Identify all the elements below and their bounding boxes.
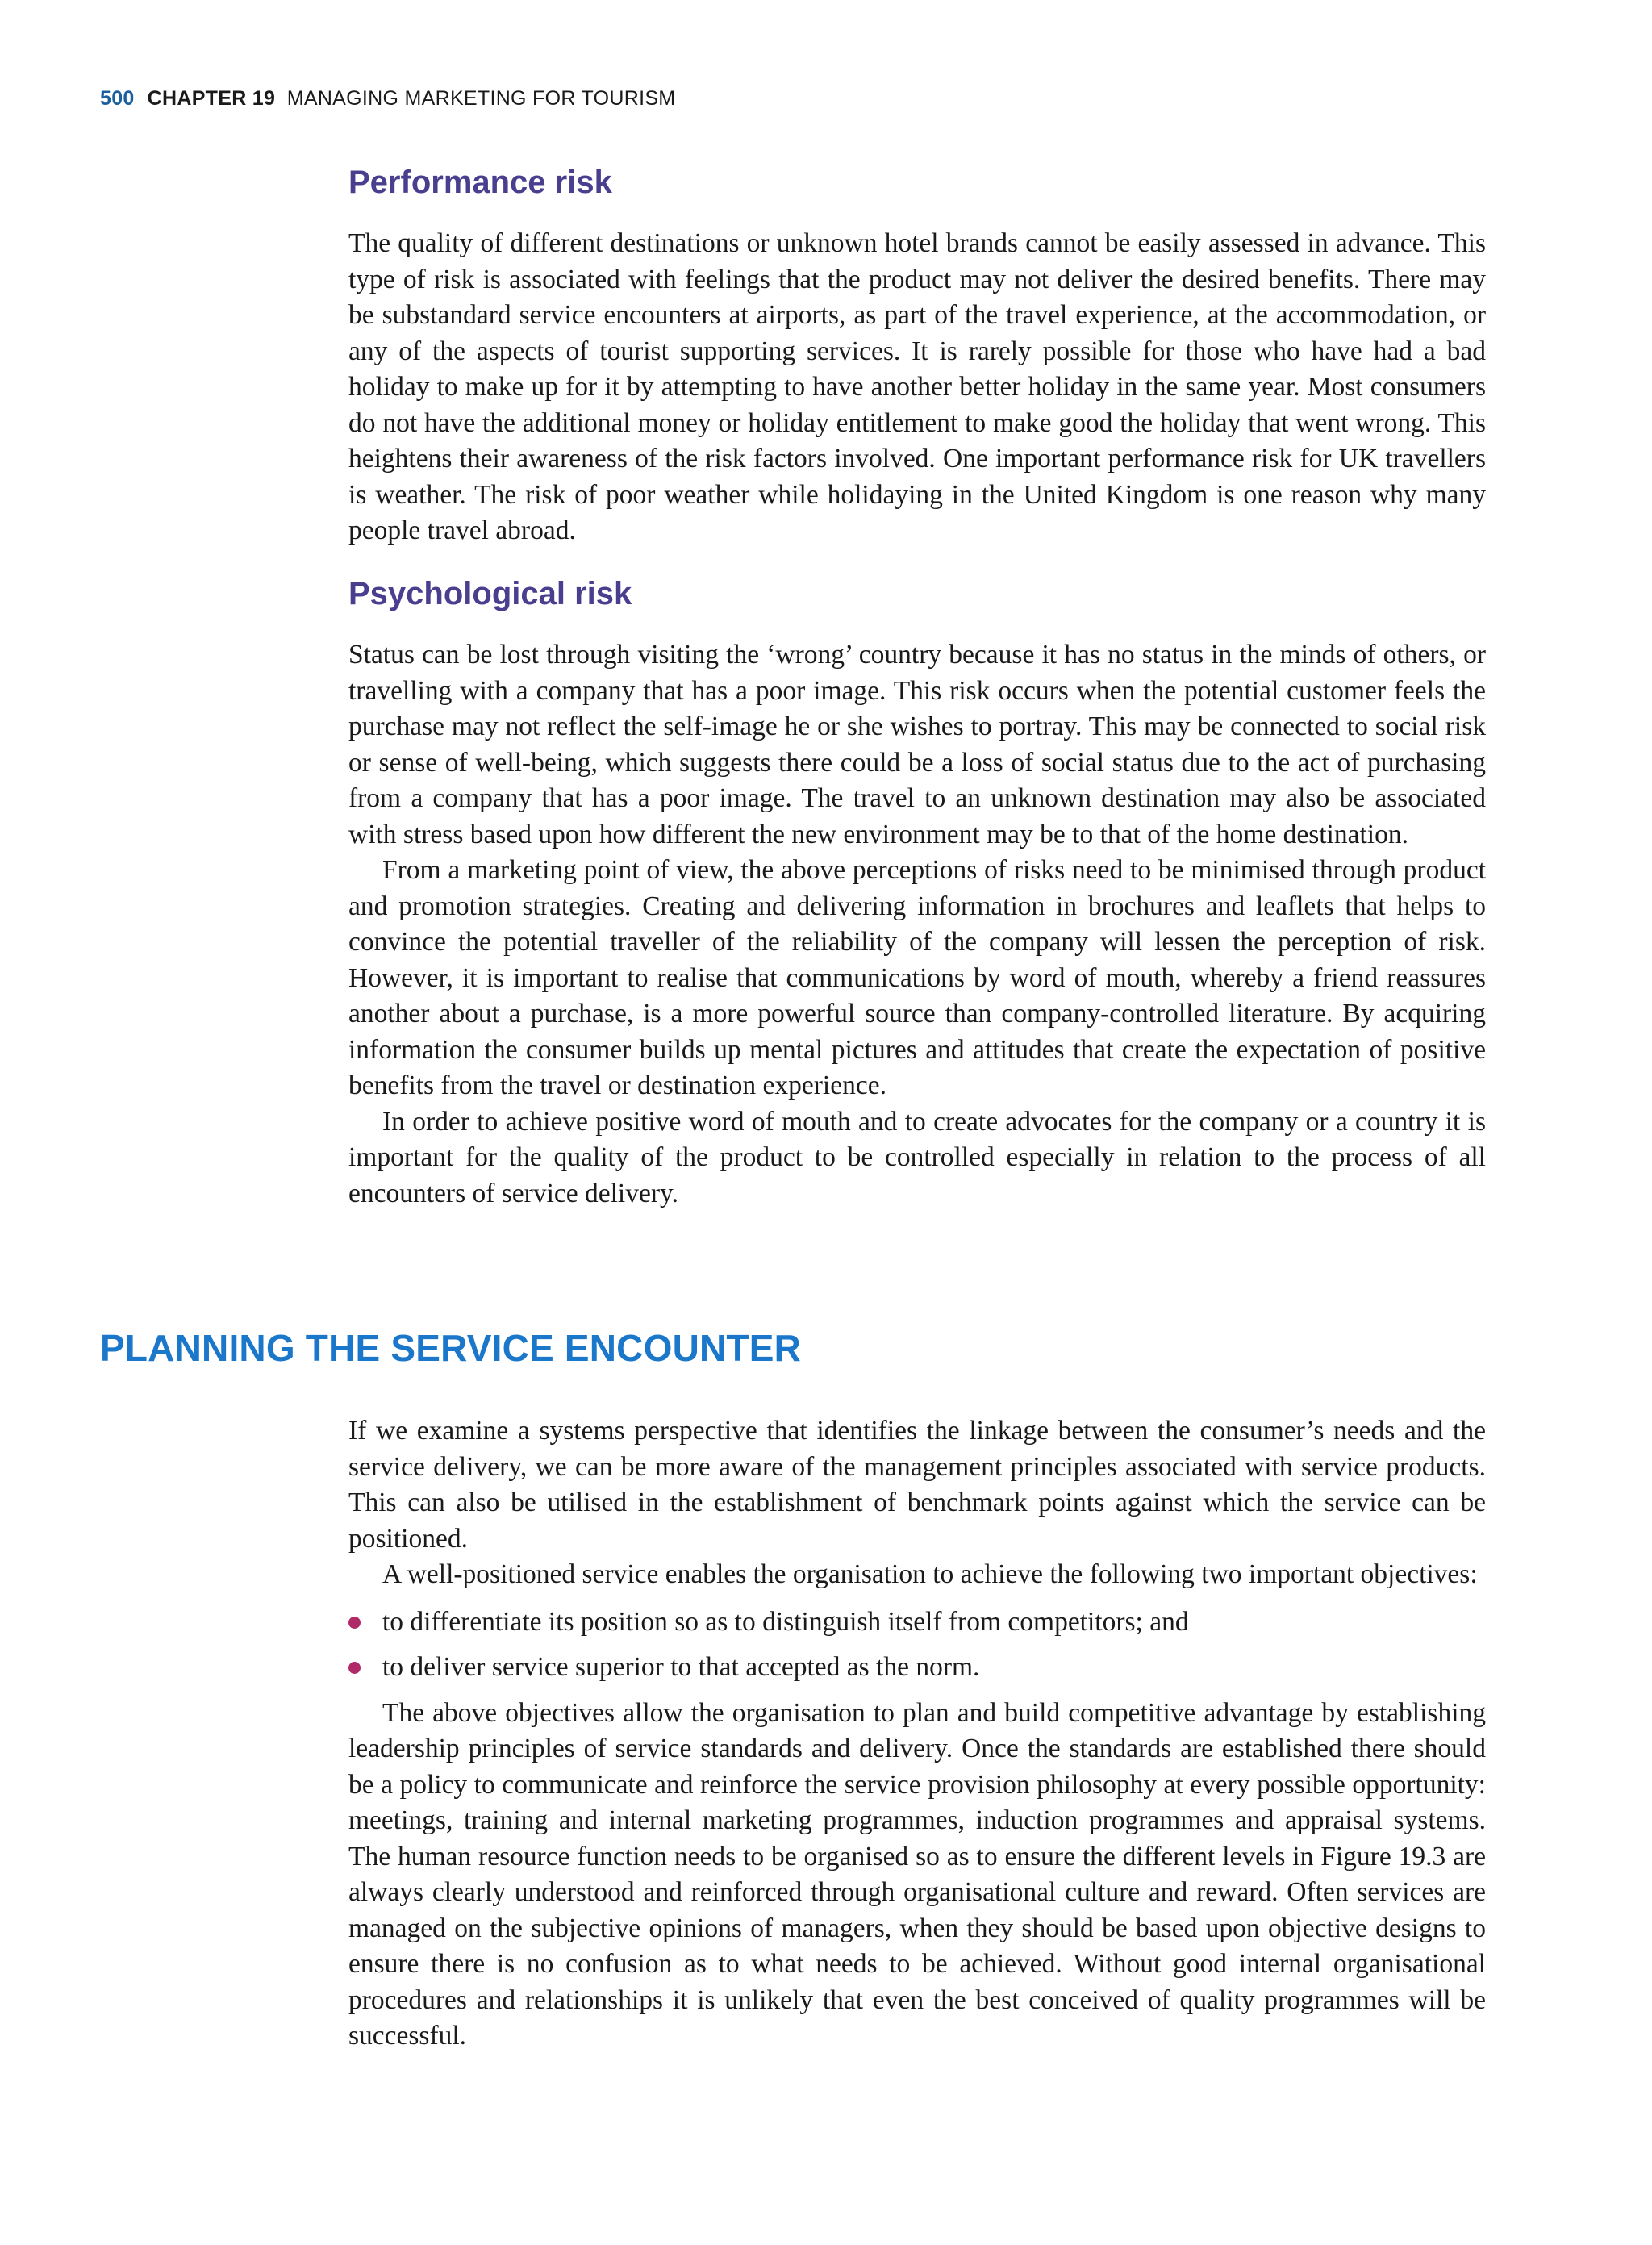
psychological-risk-paragraph-2: From a marketing point of view, the above perceptions of risks need to be minimised through product and promotion strategies. Creating and delivering information in brochures and leaflets that helps to convince the potential traveller of the reliability of the company will lessen the perception of risk. However, it is important to realise that communications by word of mouth, whereby a friend reassures another about a purchase, is a more powerful source than company-controlled literature. By acquiring information the consumer builds up mental pictures and attitudes that create the expectation of positive benefits from the travel or destination experience. (348, 855, 1486, 1100)
list-item (348, 1604, 1486, 1641)
bullet-dot-icon (348, 1662, 361, 1674)
planning-intro-paragraph-1: If we examine a systems perspective that identifies the linkage between the consumer’s needs and the service delivery, we can be more aware of the management principles associated with service products. This can also be utilised in the establishment of benchmark points against which the service can be positioned. (348, 1416, 1486, 1554)
chapter-label: CHAPTER 19 (147, 87, 276, 110)
planning-closing-paragraph: The above objectives allow the organisation to plan and build competitive advantage by establishing leadership principles of service standards and delivery. Once the standards are established there should be a policy to communicate and reinforce the service provision philosophy at every possible opportunity: meetings, training and internal marketing programmes, induction programmes and appraisal systems. The human resource function needs to be organised so as to ensure the different levels in Figure 19.3 are always clearly understood and reinforced through organisational culture and reward. Often services are managed on the subjective opinions of managers, when they should be based upon objective designs to ensure there is no confusion as to what needs to be achieved. Without good internal organisational procedures and relationships it is unlikely that even the best conceived of quality programmes will be successful. (348, 1697, 1486, 2051)
page-number: 500 (100, 87, 135, 110)
planning-intro-paragraph-2: A well-positioned service enables the organisation to achieve the following two important objectives: (382, 1559, 1478, 1589)
performance-risk-paragraph: The quality of different destinations or unknown hotel brands cannot be easily assessed in advance. This type of risk is associated with feelings that the product may not deliver the desired benefits. There may be substandard service encounters at airports, as part of the travel experience, at the accommodation, or any of the aspects of tourist supporting services. It is rarely possible for those who have had a bad holiday to make up for it by attempting to have another better holiday in the same year. Most consumers do not have the additional money or holiday entitlement to make good the holiday that went wrong. This heightens their awareness of the risk factors involved. One important performance risk for UK travellers is weather. The risk of poor weather while holidaying in the United Kingdom is one reason why many people travel abroad. (348, 228, 1486, 545)
psychological-risk-paragraph-3: In order to achieve positive word of mouth and to create advocates for the company or a country it is important for the quality of the product to be controlled especially in relation to the process of all encounters of service delivery. (348, 1106, 1486, 1208)
objectives-list (348, 1604, 1486, 1686)
chapter-title: MANAGING MARKETING FOR TOURISM (286, 87, 676, 110)
psychological-risk-paragraph-1: Status can be lost through visiting the ‘wrong’ country because it has no status in the minds of others, or travelling with a company that has a poor image. This risk occurs when the potential customer feels the purchase may not reflect the self-image he or she wishes to portray. This may be connected to social risk or sense of well-being, which suggests there could be a loss of social status due to the act of purchasing from a company that has a poor image. The travel to an unknown destination may also be associated with stress based upon how different the new environment may be to that of the home destination. (348, 640, 1486, 849)
psychological-risk-section (348, 578, 1486, 1212)
list-item (348, 1650, 1486, 1686)
section-heading-planning: PLANNING THE SERVICE ENCOUNTER (100, 1327, 802, 1369)
list-item-text: to deliver service superior to that accepted as the norm. (382, 1652, 980, 1682)
bullet-dot-icon (348, 1617, 361, 1629)
psychological-risk-heading: Psychological risk (348, 576, 632, 611)
performance-risk-heading: Performance risk (348, 165, 612, 200)
planning-section-body (348, 1413, 1486, 2055)
list-item-text: to differentiate its position so as to distinguish itself from competitors; and (382, 1606, 1189, 1637)
running-head (100, 87, 675, 111)
performance-risk-section (348, 166, 1486, 549)
